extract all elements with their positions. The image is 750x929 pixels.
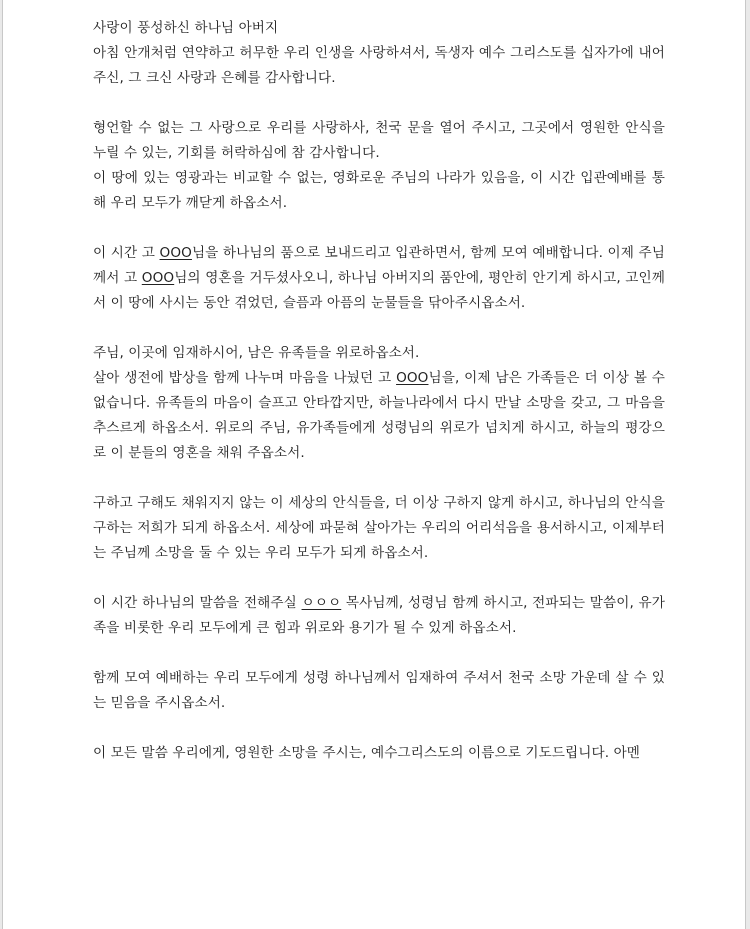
paragraph-7: 함께 모여 예배하는 우리 모두에게 성령 하나님께서 임재하여 주셔서 천국 소망 가운데 살 수 있는 믿음을 주시옵소서. [93,670,665,711]
pastor-name-placeholder: ㅇㅇㅇ [301,595,342,611]
paragraph-4-line-2 [93,366,665,466]
paragraph-3-text-a: 이 시간 고 [93,245,160,261]
paragraph-8: 이 모든 말씀 우리에게, 영원한 소망을 주시는, 예수그리스도의 이름으로 기도드립니다. 아멘 [93,745,641,761]
deceased-name-placeholder: OOO [396,370,429,386]
deceased-name-placeholder: OOO [141,270,175,286]
paragraph-5: 구하고 구해도 채워지지 않는 이 세상의 안식들을, 더 이상 구하지 않게 하시고, 하나님의 안식을 구하는 저희가 되게 하옵소서. 세상에 파묻혀 살아가는 우리의 어리석음을 용서하시고, 이제부터는 주님께 소망을 둘 수 있는 우리 모두가 되게 하옵소서. [93,495,665,561]
paragraph-6 [93,591,665,641]
paragraph-gap [93,316,665,341]
paragraph-1-line-2: 아침 안개처럼 연약하고 허무한 우리 인생을 사랑하셔서, 독생자 예수 그리스도를 십자가에 내어주신, 그 크신 사랑과 은혜를 감사합니다. [93,45,665,86]
paragraph-gap [93,466,665,491]
paragraph-6-text-a: 이 시간 하나님의 말씀을 전해주실 [93,595,302,611]
paragraph-4-text-a: 살아 생전에 밥상을 함께 나누며 마음을 나눴던 고 [93,370,397,386]
paragraph-3 [93,241,665,316]
paragraph-2-line-1: 형언할 수 없는 그 사랑으로 우리를 사랑하사, 천국 문을 열어 주시고, 그곳에서 영원한 안식을 누릴 수 있는, 기회를 허락하심에 참 감사합니다. [93,120,665,161]
deceased-name-placeholder: OOO [159,245,192,261]
paragraph-3-text-c: 님의 영혼을 거두셨사오니, 하나님 아버지의 품안에, 평안히 안기게 하시고, 고인께서 이 땅에 사시는 동안 겪었던, 슬픔과 아픔의 눈물들을 닦아주시옵소서. [93,270,665,311]
paragraph-gap [93,566,665,591]
paragraph-1-line-1: 사랑이 풍성하신 하나님 아버지 [93,20,279,36]
paragraph-gap [93,216,665,241]
paragraph-gap [93,91,665,116]
paragraph-gap [93,641,665,666]
paragraph-4-line-1: 주님, 이곳에 임재하시어, 남은 유족들을 위로하옵소서. [93,345,420,361]
paragraph-6-text-b: 목사님께, 성령님 함께 하시고, 전파되는 말씀이, 유가족을 비롯한 우리 모두에게 큰 힘과 위로와 용기가 될 수 있게 하옵소서. [93,595,665,636]
document-page [2,0,746,929]
paragraph-3-text-b: 님을 하나님의 품으로 보내드리고 입관하면서, 함께 모여 예배합니다. 이제 주님께서 고 [93,245,665,286]
paragraph-4-text-b: 님을, 이제 남은 가족들은 더 이상 볼 수 없습니다. 유족들의 마음이 슬프고 안타깝지만, 하늘나라에서 다시 만날 소망을 갖고, 그 마음을 추스르게 하옵소서. 위로의 주님, 유가족들에게 성령님의 위로가 넘치게 하시고, 하늘의 평강으로 이 분들의 영혼을 채워 주옵소서. [93,370,666,461]
paragraph-2-line-2: 이 땅에 있는 영광과는 비교할 수 없는, 영화로운 주님의 나라가 있음을, 이 시간 입관예배를 통해 우리 모두가 깨닫게 하옵소서. [93,170,665,211]
document-body [93,16,665,766]
paragraph-gap [93,716,665,741]
